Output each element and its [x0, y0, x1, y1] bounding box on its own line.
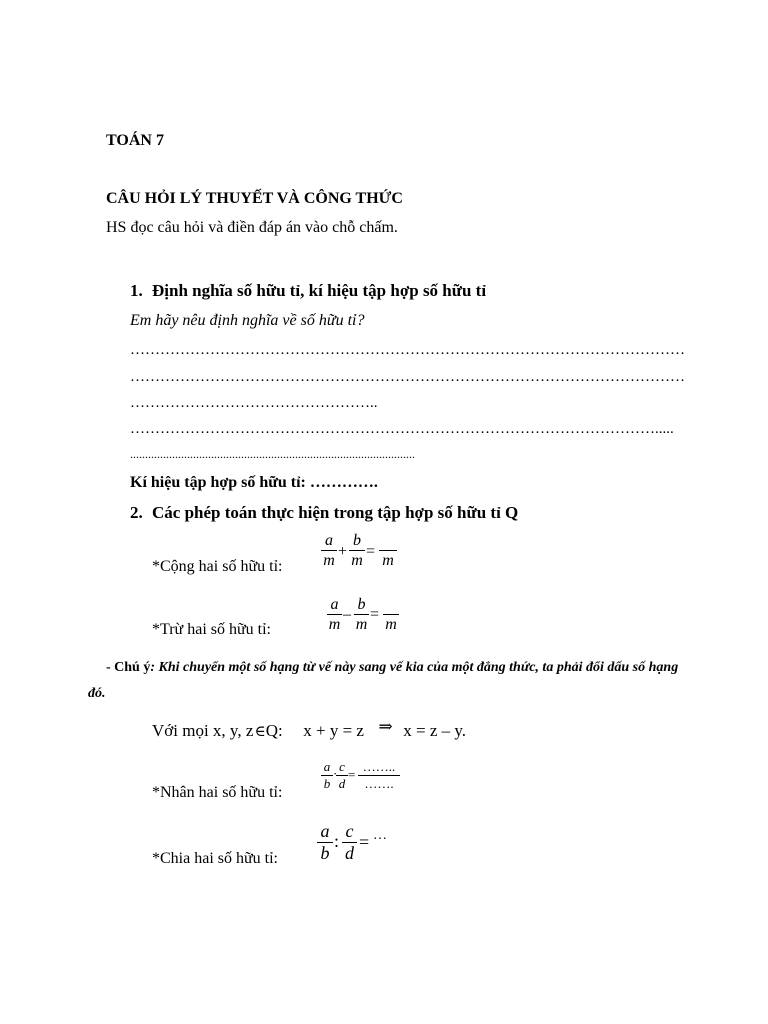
add-plus: + [338, 543, 348, 560]
add-a: a [325, 532, 333, 549]
sub-frac-result[interactable] [383, 596, 399, 633]
add-equals: = [366, 543, 376, 560]
note-text: : Khi chuyển một số hạng từ vế này sang vế kia của một đẳng thức, ta phải đổi dấu số hạng [150, 660, 679, 675]
implies-icon: ⇒ [378, 717, 393, 736]
mul-d: d [338, 776, 346, 791]
rule-eq1: x + y = z [303, 721, 364, 740]
mul-equals: = [348, 767, 356, 782]
q1-symbol-label[interactable]: Kí hiệu tập hợp số hữu tỉ: …………. [130, 474, 378, 491]
note-prefix: - Chú ý [106, 660, 151, 675]
note-line-1 [106, 660, 678, 676]
sub-m1: m [328, 616, 341, 633]
add-b: b [353, 532, 361, 549]
q1-answer-line-2[interactable]: ………………………………………………………………………………………………… [130, 369, 685, 385]
q1-prompt: Em hãy nêu định nghĩa về số hữu tỉ? [130, 312, 365, 329]
add-label: *Cộng hai số hữu tỉ: [152, 558, 283, 575]
rule-set-q: Q: [265, 721, 283, 740]
div-equals: = [359, 832, 370, 852]
div-frac-a-b [317, 822, 333, 863]
div-colon: : [334, 831, 340, 851]
add-frac-a-m [321, 532, 337, 569]
div-b: b [320, 843, 330, 863]
sub-m3: m [385, 616, 397, 633]
q1-number: 1. [130, 281, 143, 300]
add-frac-result[interactable] [379, 532, 397, 569]
sub-frac-b-m [354, 596, 369, 633]
sub-m2: m [355, 616, 368, 633]
note-line-2: đó. [88, 686, 106, 701]
q1-answer-line-5[interactable]: ............................................................................................... [130, 447, 415, 461]
mul-a: a [323, 759, 331, 774]
q1-answer-line-4[interactable]: ……………………………………………………………………………………………..... [130, 421, 674, 437]
instruction-text: HS đọc câu hỏi và điền đáp án vào chỗ chấm. [106, 219, 398, 236]
mul-result-num[interactable]: …….. [362, 759, 396, 774]
mul-frac-a-b [321, 760, 333, 791]
mul-frac-c-d [336, 760, 348, 791]
div-d: d [345, 843, 354, 863]
add-m3: m [382, 552, 394, 569]
section-heading: CÂU HỎI LÝ THUYẾT VÀ CÔNG THỨC [106, 190, 403, 207]
q2-number: 2. [130, 503, 143, 522]
sub-equals: = [370, 606, 380, 623]
mul-b: b [323, 776, 331, 791]
rule-lead: Với mọi x, y, z [152, 721, 254, 740]
subject-title: TOÁN 7 [106, 132, 164, 149]
mul-frac-result[interactable] [358, 760, 400, 791]
add-frac-b-m [349, 532, 365, 569]
add-m1: m [323, 552, 335, 569]
sub-minus: – [343, 606, 351, 623]
mul-dot: · [333, 766, 338, 781]
mul-c: c [339, 759, 345, 774]
q2-title: Các phép toán thực hiện trong tập hợp số hữu tỉ Q [152, 503, 519, 522]
rule-line [152, 717, 467, 741]
div-label: *Chia hai số hữu tỉ: [152, 850, 278, 867]
div-result-dots[interactable]: ··· [373, 832, 387, 847]
add-m2: m [351, 552, 363, 569]
mul-result-den[interactable]: ……. [364, 776, 394, 791]
div-c: c [345, 821, 354, 841]
element-of-symbol: ∈ [254, 724, 266, 740]
q1-title: Định nghĩa số hữu tỉ, kí hiệu tập hợp số hữu tỉ [152, 281, 487, 300]
div-frac-c-d [342, 822, 357, 863]
sub-frac-a-m [327, 596, 342, 633]
sub-b: b [357, 596, 366, 613]
sub-a: a [330, 596, 339, 613]
q1-answer-line-3[interactable]: ………………………………………….. [130, 395, 378, 411]
sub-label: *Trừ hai số hữu tỉ: [152, 621, 271, 638]
rule-eq2: x = z – y. [403, 721, 467, 740]
q1-answer-line-1[interactable]: ………………………………………………………………………………………………… [130, 342, 685, 358]
div-a: a [320, 821, 330, 841]
mul-label: *Nhân hai số hữu tỉ: [152, 784, 283, 801]
